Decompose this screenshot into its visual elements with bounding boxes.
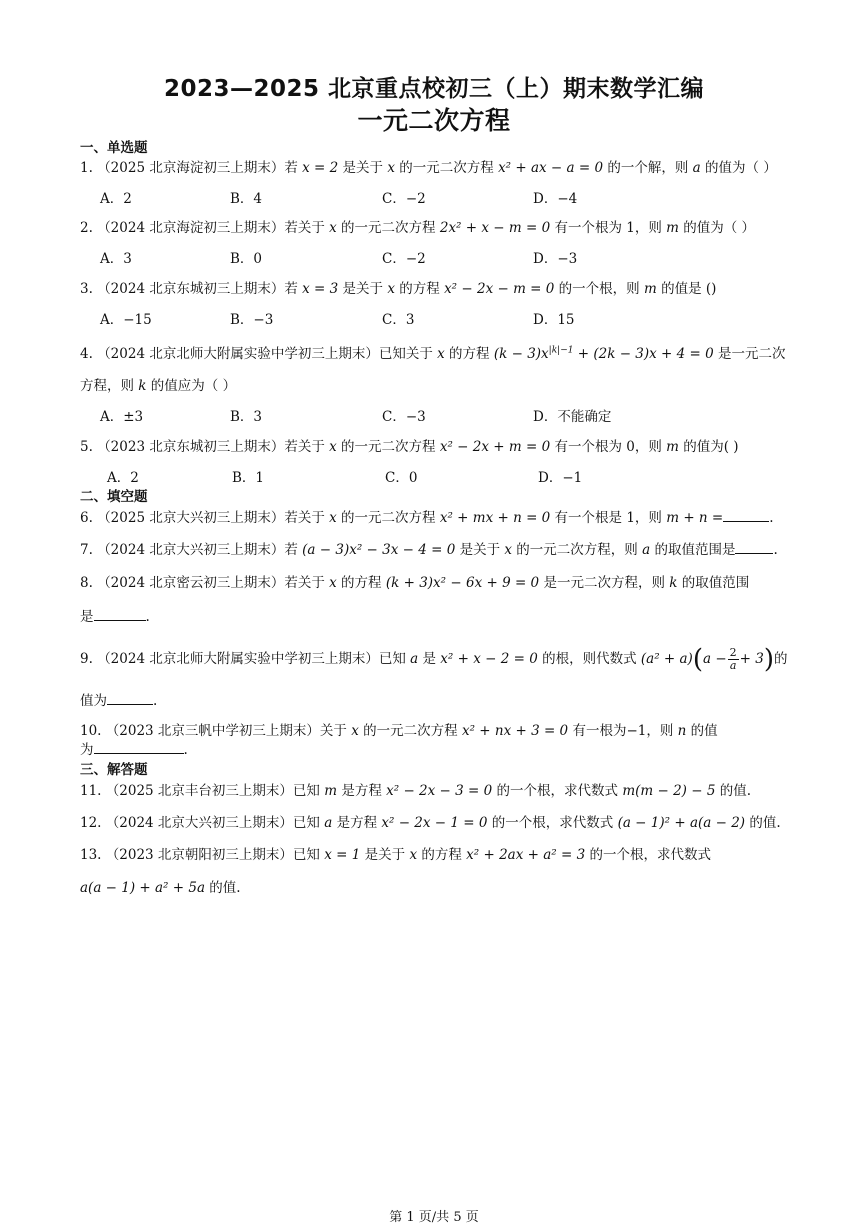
math-variable: a: [324, 815, 333, 831]
question-10-cont: [80, 738, 188, 758]
option-d: D．15: [533, 312, 575, 328]
question-text: .: [145, 609, 150, 625]
question-number: 4.: [80, 346, 93, 362]
question-text: 的值.: [745, 815, 781, 831]
option-c: C．0: [385, 470, 418, 486]
math-variable: k: [138, 378, 147, 394]
question-text: （2023 北京三帆中学初三上期末）关于: [105, 723, 352, 739]
answer-blank: [735, 539, 773, 554]
math-variable: n: [677, 723, 687, 739]
math-expression: m(m − 2) − 5: [622, 783, 716, 799]
question-1: [80, 156, 777, 176]
math-variable: x: [329, 439, 337, 455]
question-text: 是关于: [455, 542, 505, 558]
option-c: C．3: [382, 312, 415, 328]
question-text: （2024 北京海淀初三上期末）若关于: [97, 220, 330, 236]
math-expression: (a − 1)² + a(a − 2): [617, 815, 746, 831]
question-6: [80, 506, 774, 526]
question-9: [80, 640, 788, 678]
question-number: 1.: [80, 160, 93, 176]
question-text: 有一个根是 1，则: [550, 510, 667, 526]
option-a: A．3: [100, 251, 132, 267]
question-text: 有一根为−1，则: [568, 723, 678, 739]
answer-blank: [94, 606, 146, 621]
question-number: 8.: [80, 575, 93, 591]
question-text: 是方程: [337, 783, 387, 799]
math-variable: x: [329, 510, 337, 526]
option-d: D．不能确定: [533, 409, 612, 425]
math-variable: x: [504, 542, 513, 558]
option-d: D．−1: [538, 470, 583, 486]
fraction-denominator: a: [729, 659, 737, 672]
math-equation: x² + x − 2 = 0: [440, 651, 538, 667]
question-text: 有一个根为 1，则: [550, 220, 667, 236]
question-text: （2025 北京海淀初三上期末）若: [97, 160, 303, 176]
question-12: [80, 811, 781, 831]
question-number: 9.: [80, 651, 93, 667]
fraction-numerator: 2: [729, 646, 737, 659]
question-text: 的值为（ ）: [700, 160, 777, 176]
math-equation: (a − 3)x² − 3x − 4 = 0: [302, 542, 456, 558]
question-number: 2.: [80, 220, 93, 236]
option-c: C．−2: [382, 251, 426, 267]
answer-blank: [723, 507, 769, 522]
question-text: （2024 北京北师大附属实验中学初三上期末）已知: [97, 651, 411, 667]
question-8: [80, 571, 749, 591]
math-equation: 2x² + x − m = 0: [439, 220, 551, 236]
question-text: （2024 北京东城初三上期末）若: [97, 281, 303, 297]
question-7: [80, 538, 778, 558]
question-text: .: [769, 510, 774, 526]
question-text: 的方程: [417, 847, 467, 863]
question-text: （2024 北京大兴初三上期末）若: [97, 542, 303, 558]
question-text: 方程，则: [80, 378, 139, 394]
question-text: （2023 北京朝阳初三上期末）已知: [105, 847, 325, 863]
math-variable: a: [642, 542, 651, 558]
math-variable: x: [387, 160, 395, 176]
question-text: （2024 北京北师大附属实验中学初三上期末）已知关于: [97, 346, 438, 362]
question-text: 的一个根，求代数式: [487, 815, 618, 831]
question-text: .: [773, 542, 778, 558]
math-equation: x² + nx + 3 = 0: [461, 723, 569, 739]
math-expression: x = 3: [302, 281, 339, 297]
math-variable: x: [329, 220, 337, 236]
math-expression: x = 1: [324, 847, 361, 863]
section-heading-single-choice: 一、单选题: [80, 140, 148, 156]
math-expression: x = 2: [302, 160, 339, 176]
question-13-cont: [80, 876, 241, 896]
question-4: [80, 342, 786, 362]
question-text: 的方程: [444, 346, 494, 362]
question-text: 是关于: [360, 847, 410, 863]
option-b: B．4: [230, 191, 263, 207]
math-variable: m: [643, 281, 657, 297]
question-text: 是一元二次: [713, 346, 786, 362]
math-expression: + 3: [739, 651, 764, 667]
math-variable: m: [666, 439, 679, 455]
page-subtitle: 一元二次方程: [357, 106, 511, 135]
math-variable: m: [666, 220, 679, 236]
option-b: B．0: [230, 251, 263, 267]
question-5: [80, 435, 739, 455]
question-9-cont: [80, 689, 157, 709]
question-text: 的值应为（ ）: [146, 378, 237, 394]
question-text: 的一元二次方程: [336, 220, 440, 236]
math-expression: a(a − 1) + a² + 5a: [80, 880, 206, 896]
question-text: 的值.: [715, 783, 752, 799]
question-text: 是: [80, 609, 94, 625]
question-text: 的值: [686, 723, 718, 739]
question-8-cont: [80, 605, 150, 625]
fraction: [728, 647, 739, 672]
page-title: 2023—2025 北京重点校初三（上）期末数学汇编: [163, 76, 705, 102]
question-text: 的方程: [394, 281, 445, 297]
math-variable: a: [410, 651, 419, 667]
option-d: D．−3: [533, 251, 578, 267]
math-expression: a −: [702, 651, 727, 667]
question-text: （2025 北京大兴初三上期末）若关于: [97, 510, 330, 526]
question-2: [80, 216, 755, 236]
section-heading-fill-blank: 二、填空题: [80, 489, 148, 505]
question-text: 是一元二次方程，则: [539, 575, 670, 591]
question-text: 的根，则代数式: [537, 651, 641, 667]
option-a: A．2: [100, 191, 132, 207]
option-b: B．3: [230, 409, 263, 425]
question-text: 是关于: [338, 281, 388, 297]
math-equation: x² − 2x − m = 0: [444, 281, 555, 297]
math-variable: m: [324, 783, 338, 799]
answer-blank: [107, 690, 153, 705]
question-text: 的值是 (): [656, 281, 717, 297]
math-equation: x² + ax − a = 0: [498, 160, 604, 176]
question-text: 值为: [80, 693, 107, 709]
math-equation: (k − 3)x: [493, 346, 549, 362]
question-text: 的一元二次方程: [336, 510, 440, 526]
question-3: [80, 277, 716, 297]
question-text: .: [183, 742, 188, 758]
question-text: 的: [774, 651, 788, 667]
answer-blank: [94, 739, 184, 754]
question-number: 13.: [80, 847, 102, 863]
question-text: 的一个根，则: [554, 281, 644, 297]
math-variable: x: [409, 847, 418, 863]
option-c: C．−3: [382, 409, 426, 425]
question-text: 的值.: [205, 880, 241, 896]
question-text: .: [153, 693, 158, 709]
option-b: B．−3: [230, 312, 274, 328]
math-variable: x: [351, 723, 359, 739]
question-4-cont: [80, 374, 236, 394]
math-equation: x² + mx + n = 0: [439, 510, 551, 526]
question-text: 有一个根为 0，则: [550, 439, 667, 455]
option-b: B．1: [232, 470, 265, 486]
question-text: 为: [80, 742, 94, 758]
math-equation: (k + 3)x² − 6x + 9 = 0: [385, 575, 540, 591]
question-text: （2024 北京密云初三上期末）若关于: [97, 575, 330, 591]
question-text: 的一元二次方程，则: [512, 542, 643, 558]
question-text: 的一元二次方程: [336, 439, 440, 455]
option-c: C．−2: [382, 191, 426, 207]
math-equation: x² − 2x − 1 = 0: [381, 815, 488, 831]
question-text: 的值为( ): [678, 439, 739, 455]
question-number: 10.: [80, 723, 102, 739]
question-text: 是方程: [332, 815, 382, 831]
math-exponent: |k|−1: [548, 345, 574, 356]
question-text: 的一元二次方程: [394, 160, 499, 176]
question-text: （2024 北京大兴初三上期末）已知: [105, 815, 325, 831]
option-a: A．2: [107, 470, 139, 486]
question-13: [80, 843, 711, 863]
math-equation: x² − 2x − 3 = 0: [386, 783, 493, 799]
question-number: 11.: [80, 783, 102, 799]
question-text: 的一个根，求代数式: [492, 783, 623, 799]
question-number: 12.: [80, 815, 102, 831]
left-paren: (: [692, 644, 703, 675]
question-number: 6.: [80, 510, 93, 526]
option-d: D．−4: [533, 191, 578, 207]
question-text: 的值为（ ）: [678, 220, 756, 236]
question-text: （2025 北京丰台初三上期末）已知: [105, 783, 325, 799]
question-text: 的取值范围: [677, 575, 750, 591]
math-variable: a: [692, 160, 701, 176]
option-a: A．±3: [100, 409, 144, 425]
option-a: A．−15: [100, 312, 152, 328]
question-text: 的一元二次方程: [358, 723, 462, 739]
question-text: 是关于: [338, 160, 388, 176]
math-equation: x² + 2ax + a² = 3: [466, 847, 586, 863]
math-expression: (a² + a): [640, 651, 693, 667]
question-number: 7.: [80, 542, 93, 558]
math-expression: m + n =: [666, 510, 724, 526]
question-text: 的取值范围是: [650, 542, 736, 558]
page-footer: 第 1 页/共 5 页: [389, 1210, 479, 1225]
math-variable: k: [669, 575, 678, 591]
question-11: [80, 779, 751, 799]
right-paren: ): [763, 644, 774, 675]
math-variable: x: [387, 281, 395, 297]
question-text: 是: [418, 651, 441, 667]
math-equation: + (2k − 3)x + 4 = 0: [573, 346, 714, 362]
question-number: 3.: [80, 281, 93, 297]
question-text: 的方程: [336, 575, 386, 591]
question-text: （2023 北京东城初三上期末）若关于: [97, 439, 330, 455]
math-variable: x: [437, 346, 445, 362]
math-equation: x² − 2x + m = 0: [439, 439, 551, 455]
section-heading-solutions: 三、解答题: [80, 762, 148, 778]
math-variable: x: [329, 575, 337, 591]
question-10: [80, 719, 718, 739]
question-text: 的一个根，求代数式: [585, 847, 711, 863]
question-number: 5.: [80, 439, 93, 455]
question-text: 的一个解，则: [603, 160, 693, 176]
